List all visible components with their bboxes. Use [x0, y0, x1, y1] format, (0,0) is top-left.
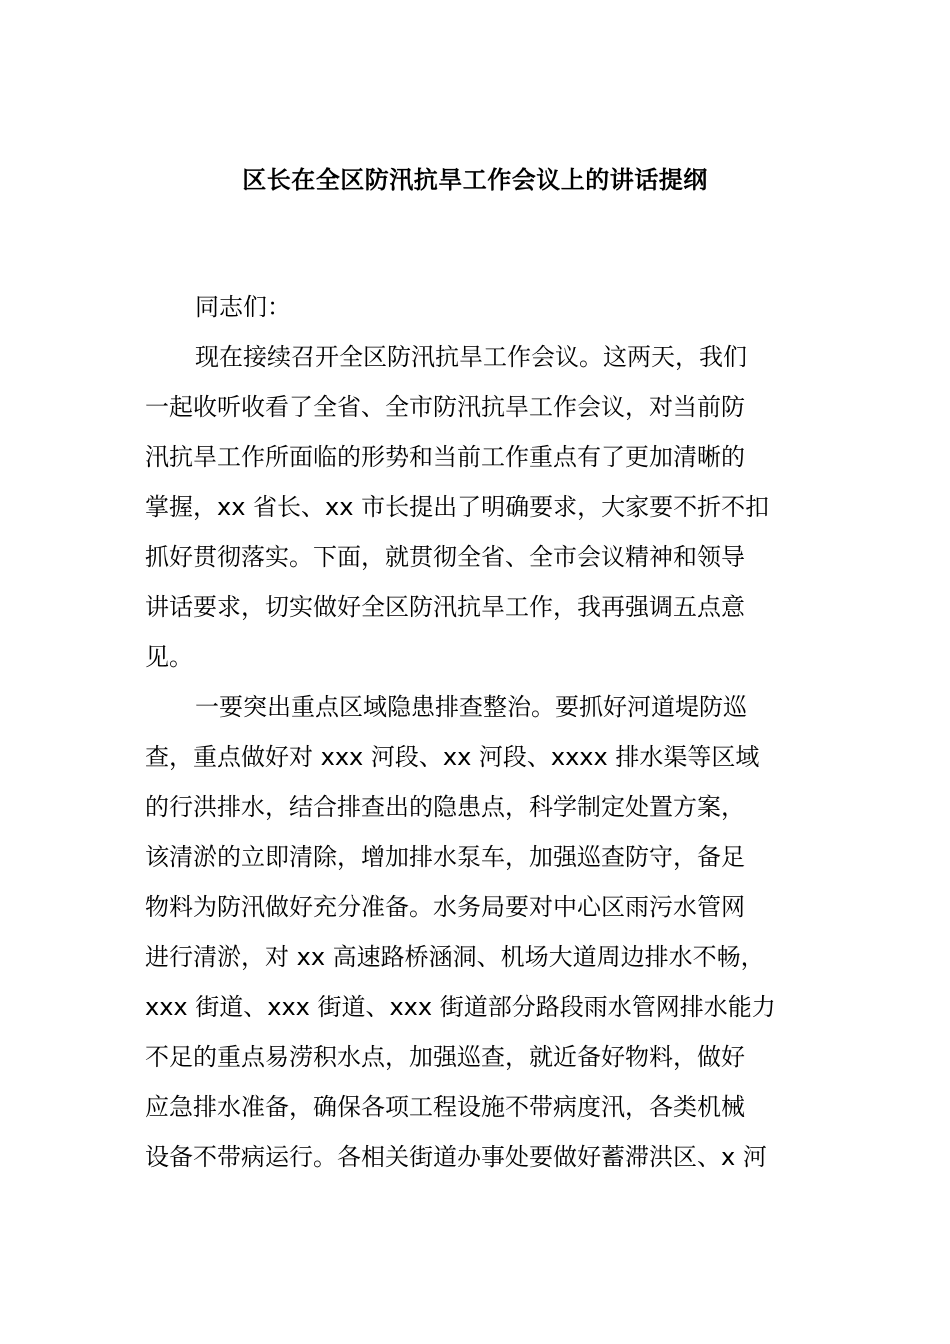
document-body: [145, 282, 825, 1182]
paragraph-line: 掌握，xx 省长、xx 市长提出了明确要求，大家要不折不扣: [145, 493, 770, 521]
paragraph-line: 设备不带病运行。各相关街道办事处要做好蓄滞洪区、x 河: [145, 1143, 767, 1171]
paragraph-line: 物料为防汛做好充分准备。水务局要对中心区雨污水管网: [145, 893, 745, 921]
paragraph-line: 应急排水准备，确保各项工程设施不带病度汛，各类机械: [145, 1093, 745, 1121]
paragraph-line: 汛抗旱工作所面临的形势和当前工作重点有了更加清晰的: [145, 443, 745, 471]
paragraph-line: 现在接续召开全区防汛抗旱工作会议。这两天，我们: [195, 343, 747, 371]
paragraph-line: 该清淤的立即清除，增加排水泵车，加强巡查防守，备足: [145, 843, 745, 871]
paragraph-line: 不足的重点易涝积水点，加强巡查，就近备好物料，做好: [145, 1043, 745, 1071]
paragraph-line: 的行洪排水，结合排查出的隐患点，科学制定处置方案，: [145, 793, 745, 821]
paragraph-line: 查，重点做好对 xxx 河段、xx 河段、xxxx 排水渠等区域: [145, 743, 760, 771]
paragraph-line: 一要突出重点区域隐患排查整治。要抓好河道堤防巡: [195, 693, 747, 721]
document-title: 区长在全区防汛抗旱工作会议上的讲话提纲: [242, 166, 708, 194]
paragraph-line: 进行清淤，对 xx 高速路桥涵洞、机场大道周边排水不畅，: [145, 943, 765, 971]
paragraph-line: 讲话要求，切实做好全区防汛抗旱工作，我再强调五点意: [145, 593, 745, 621]
paragraph-line: 见。: [145, 643, 193, 671]
paragraph-line: 一起收听收看了全省、全市防汛抗旱工作会议，对当前防: [145, 393, 745, 421]
paragraph-line: xxx 街道、xxx 街道、xxx 街道部分路段雨水管网排水能力: [145, 993, 776, 1021]
paragraph-line: 同志们：: [195, 293, 291, 321]
paragraph-line: 抓好贯彻落实。下面，就贯彻全省、全市会议精神和领导: [145, 543, 745, 571]
